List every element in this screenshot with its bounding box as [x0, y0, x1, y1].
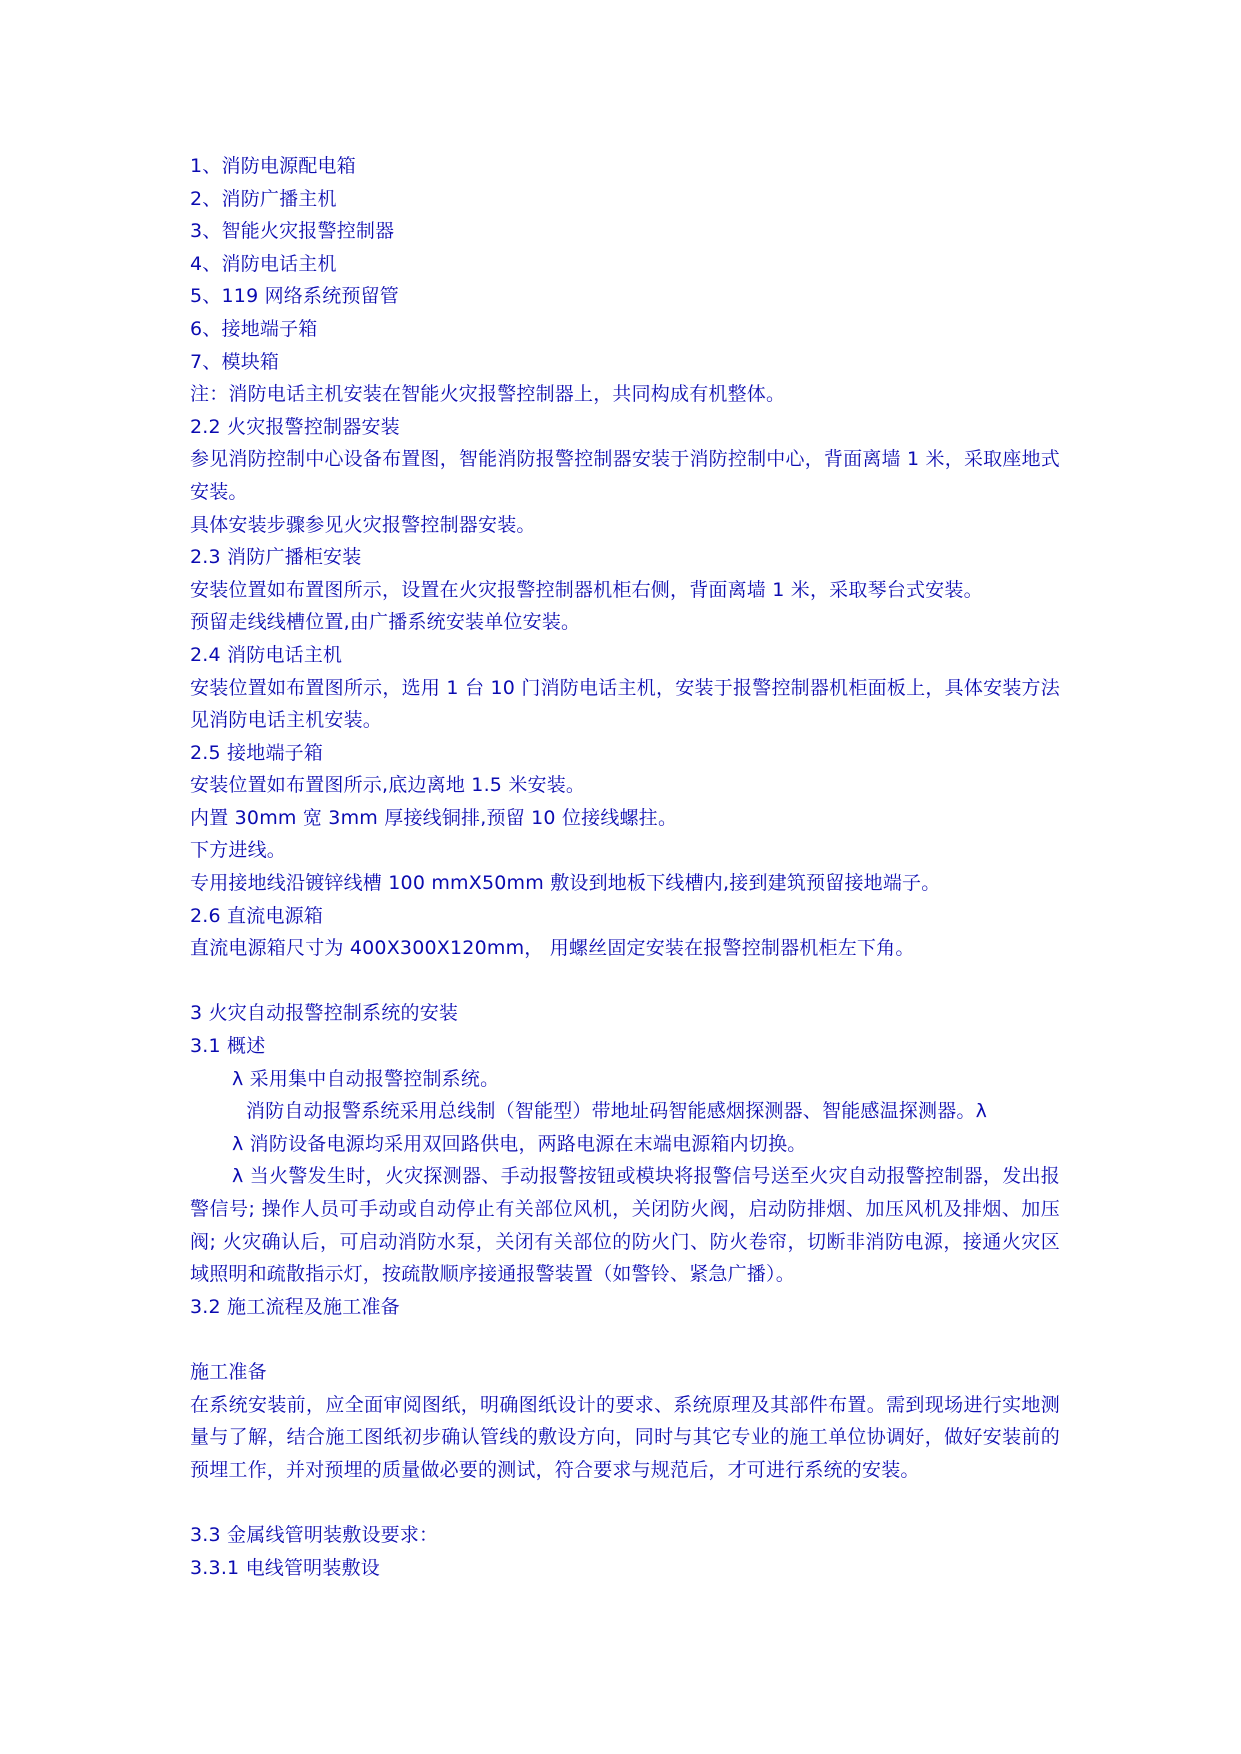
paragraph: 具体安装步骤参见火灾报警控制器安装。: [190, 513, 536, 536]
blank-line: [190, 1323, 1060, 1356]
paragraph: 参见消防控制中心设备布置图，智能消防报警控制器安装于消防控制中心，背面离墙 1 米，采取座地式安装。: [190, 448, 1060, 503]
section-heading-2-2: 2.2 火灾报警控制器安装: [190, 415, 400, 438]
blank-line: [190, 965, 1060, 998]
section-heading-2-6: 2.6 直流电源箱: [190, 904, 324, 927]
bullet-item: λ 消防设备电源均采用双回路供电，两路电源在末端电源箱内切换。: [232, 1132, 807, 1155]
paragraph: 安装位置如布置图所示，选用 1 台 10 门消防电话主机，安装于报警控制器机柜面板上，具体安装方法见消防电话主机安装。: [190, 676, 1060, 732]
bullet-item: λ 采用集中自动报警控制系统。: [232, 1067, 500, 1090]
bullet-item: 消防自动报警系统采用总线制（智能型）带地址码智能感烟探测器、智能感温探测器。λ: [246, 1100, 988, 1123]
paragraph: 预留走线线槽位置,由广播系统安装单位安装。: [190, 611, 581, 634]
paragraph: 内置 30mm 宽 3mm 厚接线铜排,预留 10 位接线螺拄。: [190, 806, 678, 829]
list-item: 3、智能火灾报警控制器: [190, 220, 395, 243]
list-item: 1、消防电源配电箱: [190, 155, 356, 177]
section-heading-3-3-1: 3.3.1 电线管明装敷设: [190, 1556, 380, 1579]
list-item: 5、119 网络系统预留管: [190, 285, 399, 308]
paragraph: 在系统安装前，应全面审阅图纸，明确图纸设计的要求、系统原理及其部件布置。需到现场进行实地测量与了解，结合施工图纸初步确认管线的敷设方向，同时与其它专业的施工单位协调好，做好安装前的预埋工作，并对预埋的质量做必要的测试，符合要求与规范后，才可进行系统的安装。: [190, 1393, 1060, 1481]
paragraph: 直流电源箱尺寸为 400X300X120mm， 用螺丝固定安装在报警控制器机柜左下角。: [190, 937, 915, 960]
document-page: [190, 150, 1060, 1584]
section-heading-3-1: 3.1 概述: [190, 1035, 266, 1058]
list-item: 4、消防电话主机: [190, 252, 337, 275]
section-heading-3-2: 3.2 施工流程及施工准备: [190, 1295, 400, 1318]
section-heading-3: 3 火灾自动报警控制系统的安装: [190, 1002, 459, 1025]
subheading: 施工准备: [190, 1360, 267, 1383]
list-item: 6、接地端子箱: [190, 317, 318, 340]
paragraph: 专用接地线沿镀锌线槽 100 mmX50mm 敷设到地板下线槽内,接到建筑预留接地端子。: [190, 872, 941, 895]
list-item: 2、消防广播主机: [190, 187, 337, 210]
section-heading-2-4: 2.4 消防电话主机: [190, 643, 343, 666]
note-text: 注：消防电话主机安装在智能火灾报警控制器上，共同构成有机整体。: [190, 383, 786, 406]
bullet-item: λ 当火警发生时，火灾探测器、手动报警按钮或模块将报警信号送至火灾自动报警控制器，发出报警信号; 操作人员可手动或自动停止有关部位风机，关闭防火阀，启动防排烟、加压风机及排烟、加压阀; 火灾确认后，可启动消防水泵，关闭有关部位的防火门、防火卷帘，切断非消防电源，接通火灾区域照明和疏散指示灯，按疏散顺序接通报警装置（如警铃、紧急广播）。: [190, 1165, 1060, 1286]
section-heading-2-3: 2.3 消防广播柜安装: [190, 546, 362, 569]
paragraph: 下方进线。: [190, 839, 287, 862]
paragraph: 安装位置如布置图所示,底边离地 1.5 米安装。: [190, 774, 586, 797]
section-heading-2-5: 2.5 接地端子箱: [190, 741, 324, 764]
section-heading-3-3: 3.3 金属线管明装敷设要求：: [190, 1523, 439, 1546]
list-item: 7、模块箱: [190, 350, 280, 373]
paragraph: 安装位置如布置图所示，设置在火灾报警控制器机柜右侧，背面离墙 1 米，采取琴台式安装。: [190, 578, 983, 601]
